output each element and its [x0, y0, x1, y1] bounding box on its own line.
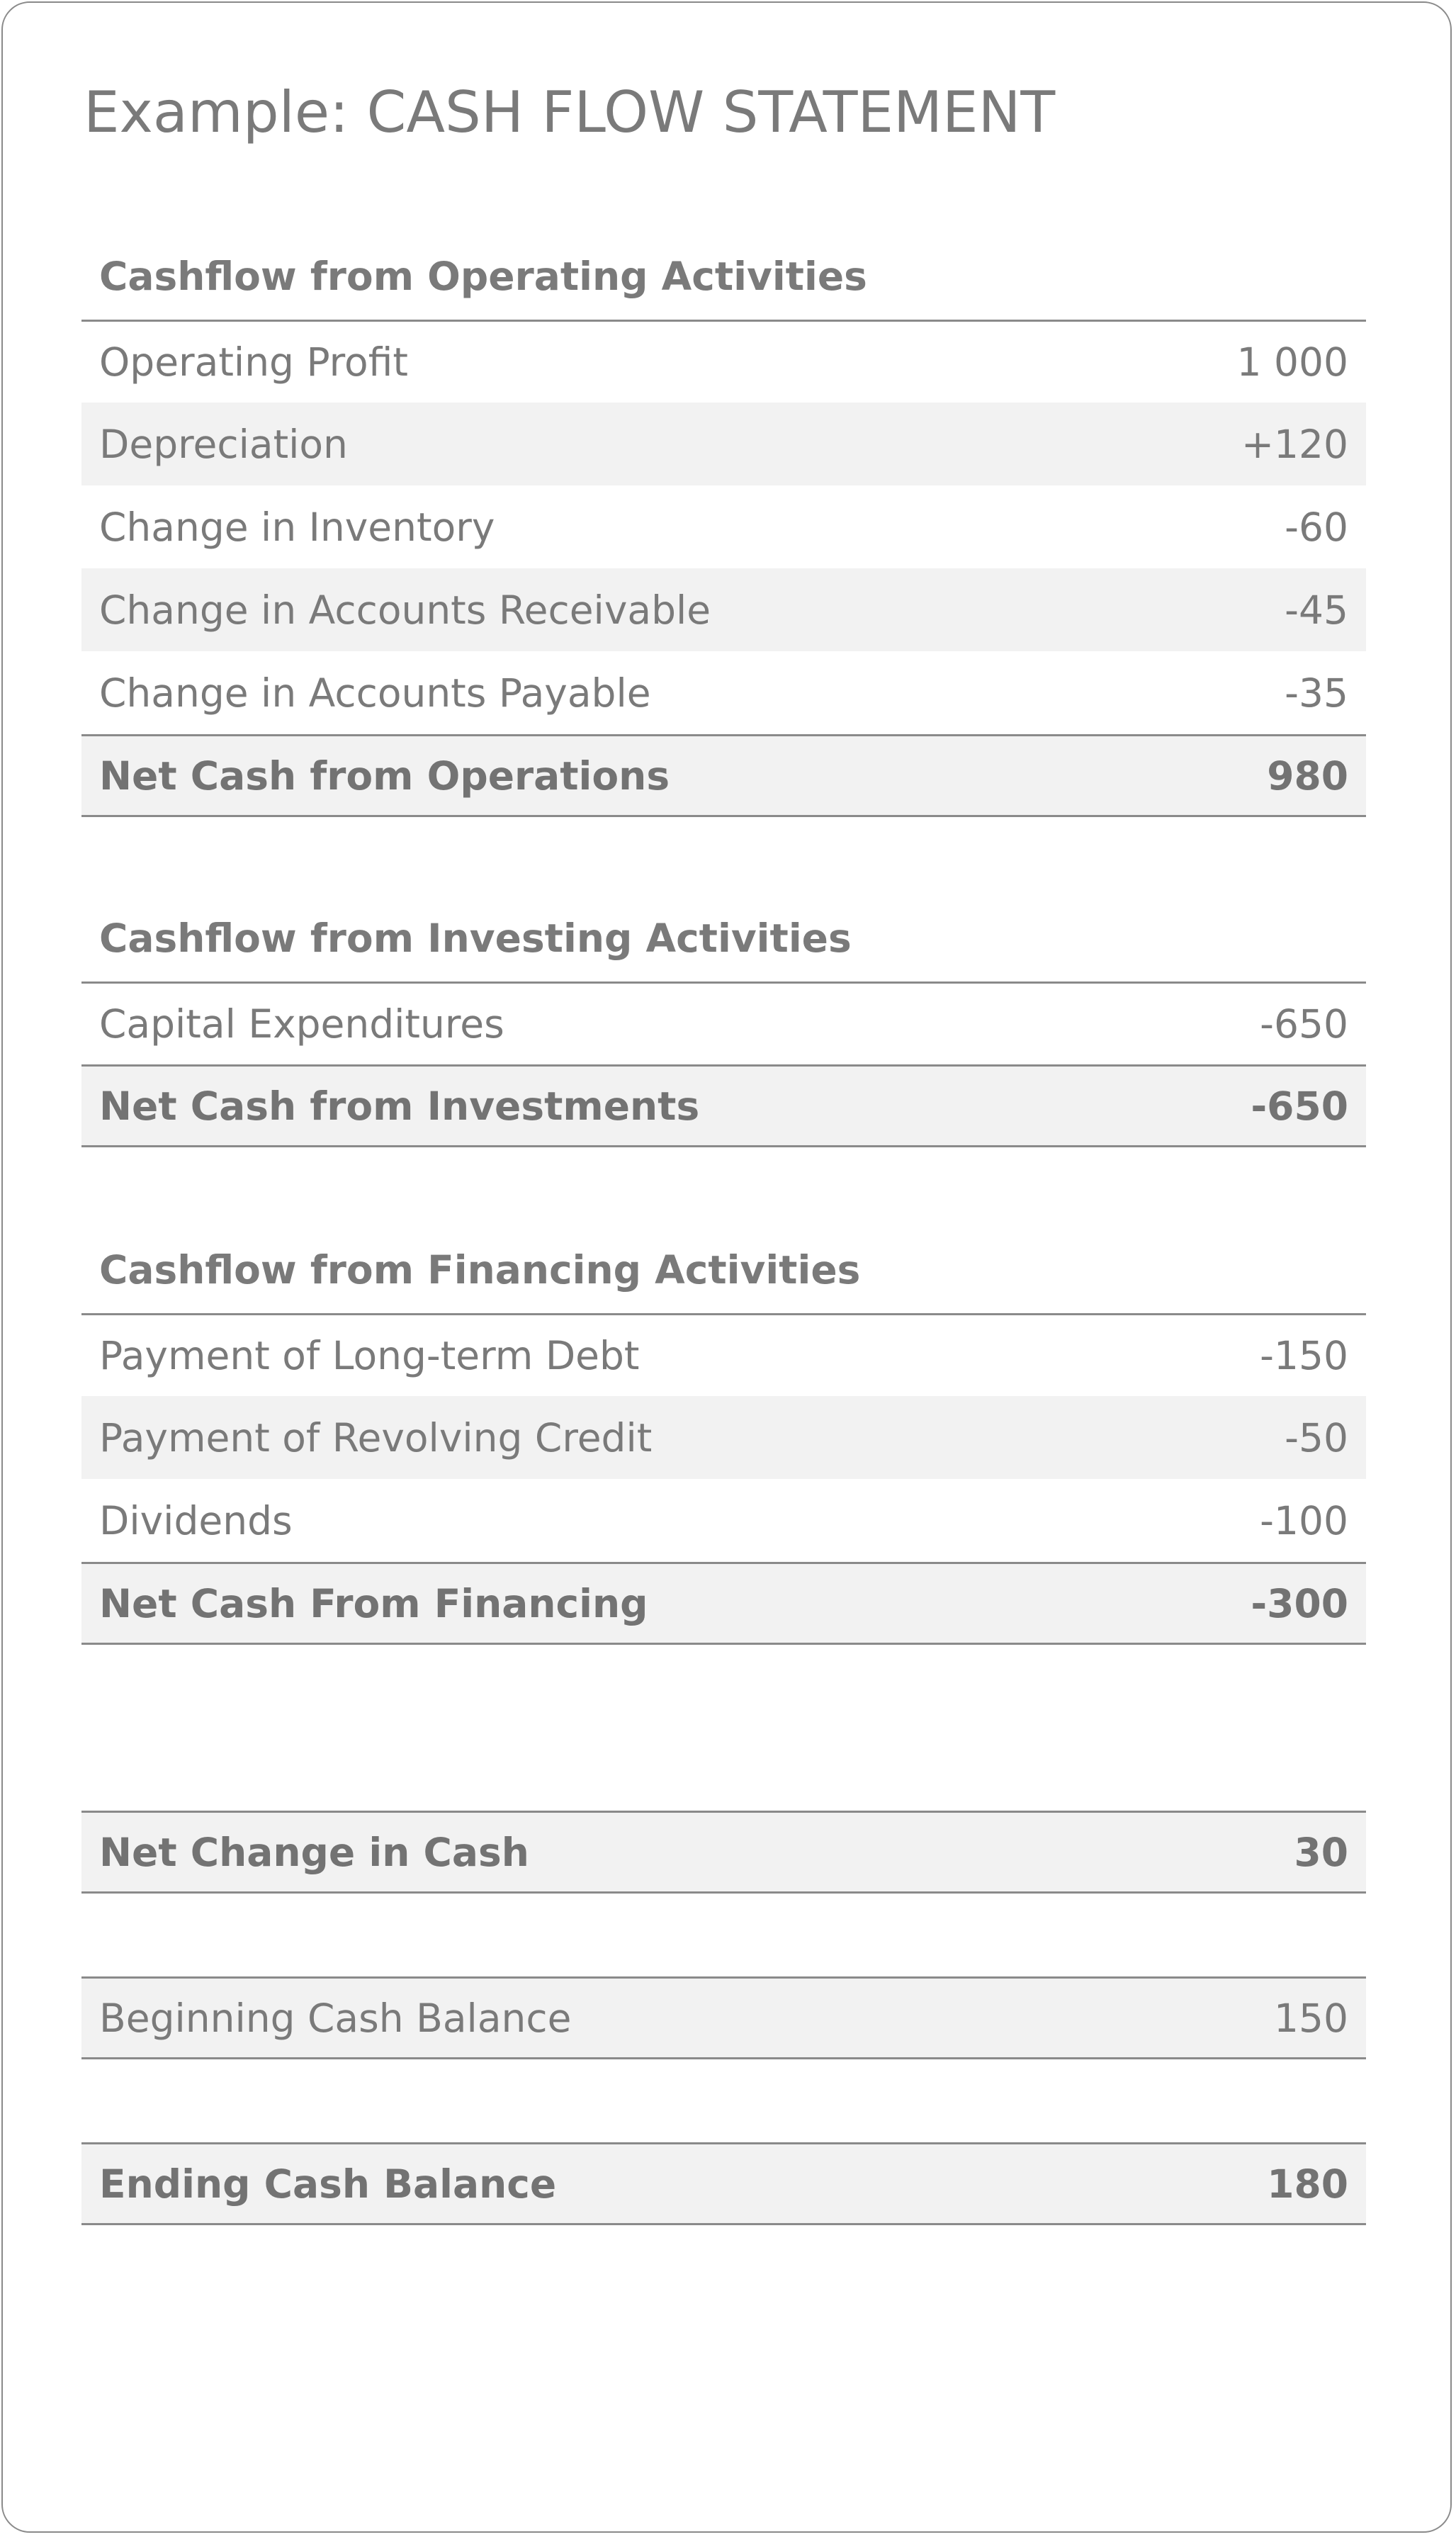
ending-balance-value: 180	[1267, 2161, 1348, 2207]
row-label: Change in Accounts Receivable	[99, 587, 711, 633]
total-row-financing	[81, 1562, 1366, 1645]
row-value: -45	[1285, 587, 1348, 633]
total-label: Net Cash from Operations	[99, 753, 670, 799]
beginning-balance-value: 150	[1274, 1995, 1348, 2041]
statement-card	[1, 1, 1452, 2533]
total-label: Net Cash From Financing	[99, 1580, 648, 1626]
net-change-value: 30	[1294, 1829, 1348, 1875]
table-row	[81, 320, 1366, 403]
row-value: -50	[1285, 1414, 1348, 1461]
total-row-operations	[81, 734, 1366, 817]
row-label: Change in Accounts Payable	[99, 670, 651, 716]
table-row	[81, 403, 1366, 485]
table-row	[81, 1396, 1366, 1479]
row-label: Payment of Long-term Debt	[99, 1333, 640, 1378]
row-value: -100	[1260, 1497, 1348, 1543]
section-heading-operating: Cashflow from Operating Activities	[99, 254, 867, 299]
total-value: -650	[1251, 1083, 1348, 1129]
row-value: -35	[1285, 670, 1348, 716]
total-value: -300	[1251, 1580, 1348, 1626]
row-value: -60	[1285, 504, 1348, 550]
table-row	[81, 1313, 1366, 1396]
net-change-row	[81, 1811, 1366, 1894]
section-heading-financing: Cashflow from Financing Activities	[99, 1247, 861, 1293]
table-row	[81, 568, 1366, 651]
section-heading-investing: Cashflow from Investing Activities	[99, 916, 852, 961]
total-label: Net Cash from Investments	[99, 1083, 700, 1129]
total-value: 980	[1267, 753, 1348, 799]
ending-balance-row	[81, 2142, 1366, 2225]
row-value: +120	[1241, 421, 1348, 467]
beginning-balance-label: Beginning Cash Balance	[99, 1995, 572, 2041]
net-change-label: Net Change in Cash	[99, 1829, 529, 1875]
table-row	[81, 485, 1366, 568]
row-label: Payment of Revolving Credit	[99, 1414, 653, 1461]
row-value: -150	[1260, 1333, 1348, 1378]
table-row	[81, 1479, 1366, 1562]
row-value: -650	[1260, 1001, 1348, 1047]
row-label: Depreciation	[99, 421, 348, 467]
row-label: Operating Profit	[99, 339, 408, 385]
page-title: Example: CASH FLOW STATEMENT	[84, 79, 1056, 145]
ending-balance-label: Ending Cash Balance	[99, 2161, 557, 2207]
row-label: Dividends	[99, 1497, 293, 1543]
row-label: Capital Expenditures	[99, 1001, 504, 1047]
total-row-investments	[81, 1064, 1366, 1147]
beginning-balance-row	[81, 1976, 1366, 2059]
row-value: 1 000	[1236, 339, 1348, 385]
table-row	[81, 651, 1366, 734]
row-label: Change in Inventory	[99, 504, 495, 550]
table-row	[81, 981, 1366, 1064]
